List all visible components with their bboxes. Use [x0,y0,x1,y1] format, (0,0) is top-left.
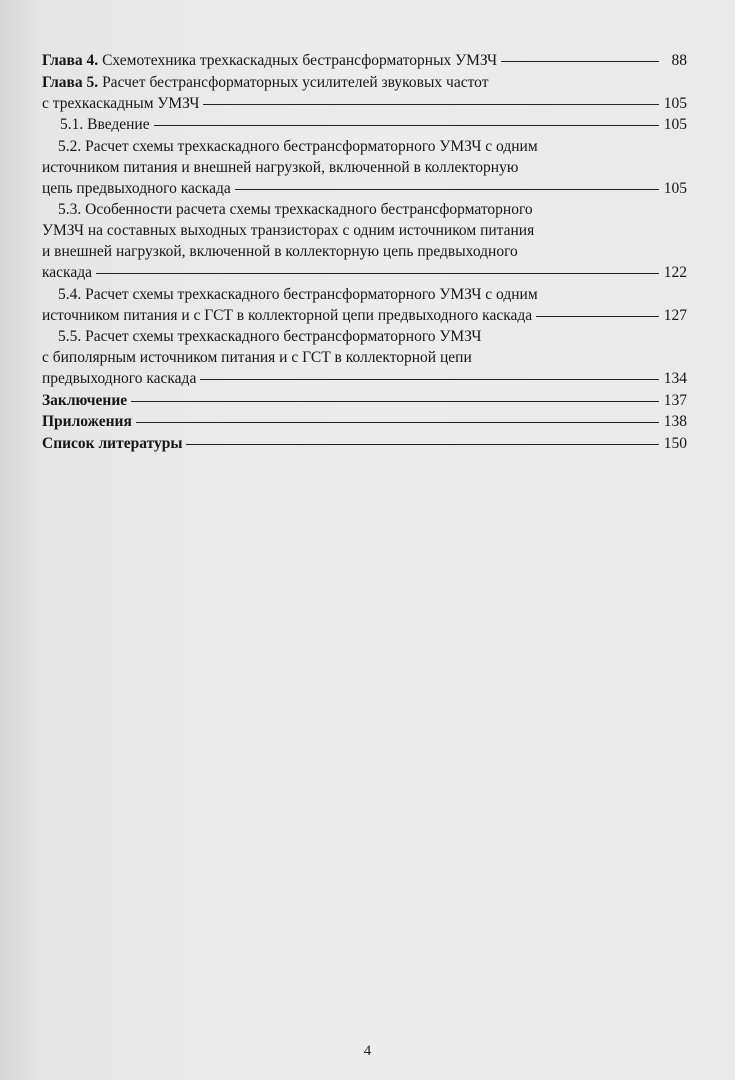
toc-entry-conclusion [42,390,687,411]
dot-leader [136,422,659,423]
toc-entry-text: 5.2. Расчет схемы трехкаскадного бестрансформаторного УМЗЧ с одним [58,137,538,155]
toc-entry-text: источником питания и с ГСТ в коллекторной цепи предвыходного каскада [42,306,533,324]
toc-entry-text: Расчет бестрансформаторных усилителей звуковых частот [98,73,489,91]
toc-entry-label: Список литературы [42,434,183,452]
toc-entry-references [42,433,687,454]
toc-entry-5-4 [42,284,687,326]
page-number: 4 [363,1043,372,1059]
toc-page-number: 134 [663,370,687,387]
toc-entry-chapter-5 [42,72,687,114]
toc-entry-label: Заключение [42,391,128,409]
dot-leader [235,189,659,190]
toc-entry-text: 5.5. Расчет схемы трехкаскадного бестрансформаторного УМЗЧ [58,328,482,345]
dot-leader [501,61,659,62]
toc-entry-5-1 [42,114,687,135]
toc-entry-text: 5.4. Расчет схемы трехкаскадного бестрансформаторного УМЗЧ с одним [58,285,538,303]
toc-entry-label: Глава 5. [42,73,99,91]
toc-entry-text: цепь предвыходного каскада [42,179,231,197]
toc-entry-5-5 [42,326,687,389]
dot-leader [96,273,659,274]
toc-entry-text: УМЗЧ на составных выходных транзисторах с одним источником питания [42,222,535,239]
toc-entry-5-2 [42,136,687,199]
toc-entry-text: предвыходного каскада [42,370,197,387]
toc-entry-text: источником питания и внешней нагрузкой, включенной в коллекторную [42,158,519,176]
toc-entry-text: 5.3. Особенности расчета схемы трехкаскадного бестрансформаторного [58,201,533,218]
toc-page-number: 105 [663,94,687,112]
toc-page-number: 122 [663,264,687,281]
table-of-contents [42,50,687,454]
toc-page-number: 137 [663,391,687,409]
toc-entry-text: с трехкаскадным УМЗЧ [42,94,200,112]
toc-entry-text: каскада [42,264,92,281]
dot-leader [131,401,659,402]
toc-entry-text: и внешней нагрузкой, включенной в коллекторную цепь предвыходного [42,243,518,260]
toc-entry-chapter-4 [42,50,687,71]
toc-entry-5-3 [42,199,687,283]
toc-entry-appendices [42,411,687,432]
toc-entry-text: с биполярным источником питания и с ГСТ в коллекторной цепи [42,349,472,366]
toc-page-number: 105 [663,179,687,197]
toc-entry-label: Глава 4. [42,52,99,69]
toc-entry-label: Приложения [42,413,132,430]
toc-page-number: 105 [663,116,687,133]
dot-leader [536,316,659,317]
toc-page-number: 88 [671,52,687,69]
dot-leader [200,379,659,380]
toc-page-number: 150 [663,434,687,452]
toc-page-number: 127 [663,306,687,324]
toc-entry-text: Схемотехника трехкаскадных бестрансформаторных УМЗЧ [98,52,498,69]
toc-entry-text: 5.1. Введение [60,116,150,133]
toc-page-number: 138 [663,413,687,430]
dot-leader [203,104,659,105]
dot-leader [154,125,659,126]
dot-leader [186,444,659,445]
